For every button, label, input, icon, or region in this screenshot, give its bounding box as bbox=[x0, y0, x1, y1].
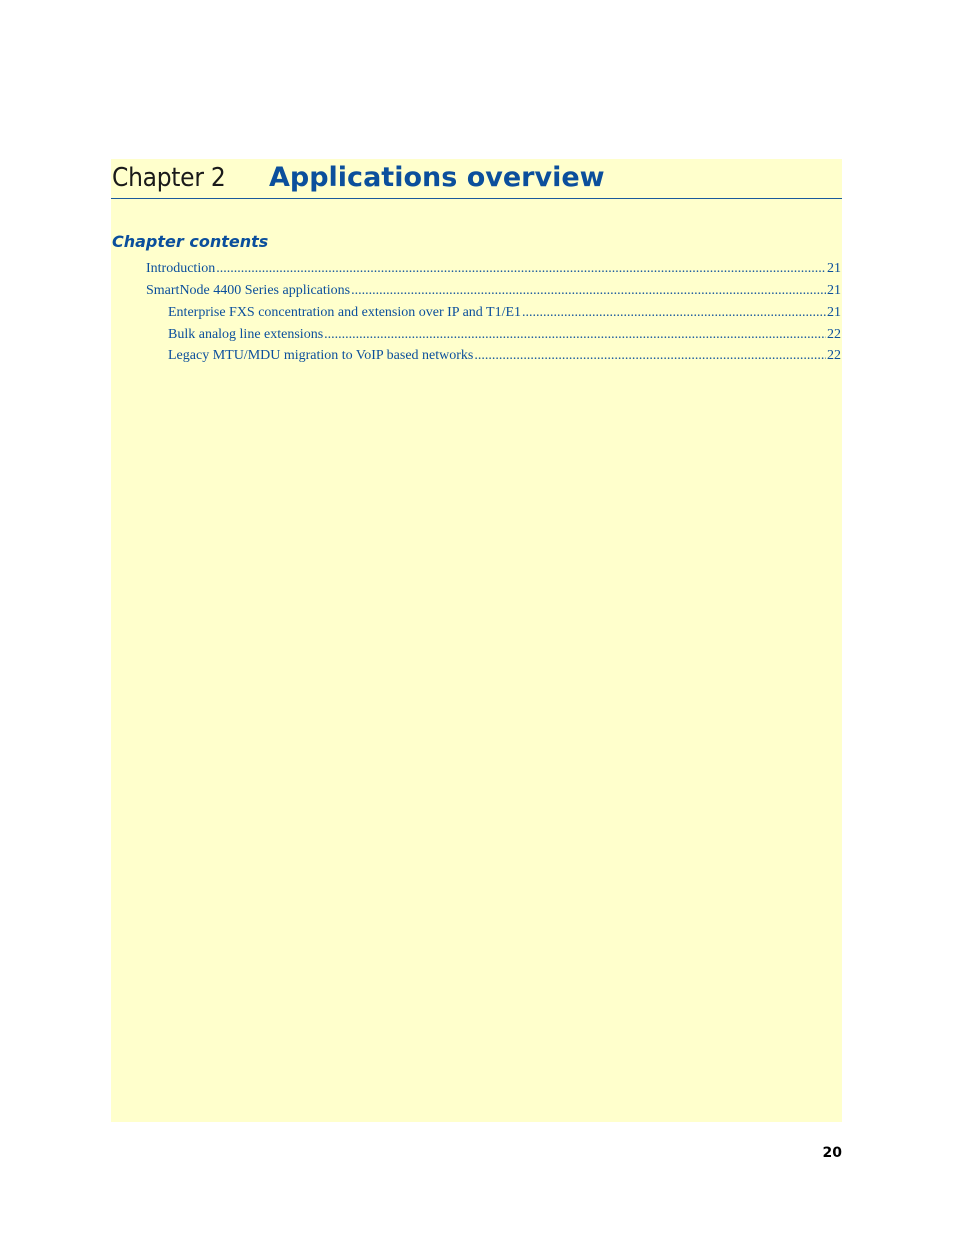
toc-entry-page: 22 bbox=[827, 348, 841, 363]
toc-entry-title: Bulk analog line extensions bbox=[168, 327, 324, 342]
toc-leader bbox=[216, 260, 826, 278]
chapter-label: Chapter 2 bbox=[112, 163, 226, 193]
toc-entry-page: 21 bbox=[827, 283, 841, 298]
chapter-panel bbox=[111, 159, 842, 1122]
toc-entry-legacy-mtu-mdu[interactable] bbox=[168, 347, 841, 365]
contents-heading: Chapter contents bbox=[112, 232, 269, 251]
toc-leader bbox=[474, 347, 826, 365]
toc-entry-title: SmartNode 4400 Series applications bbox=[146, 283, 351, 298]
toc-leader bbox=[351, 282, 826, 300]
page-number: 20 bbox=[822, 1145, 842, 1161]
chapter-header bbox=[111, 159, 842, 199]
toc-leader bbox=[324, 326, 826, 344]
toc-entry-enterprise-fxs[interactable] bbox=[168, 304, 841, 322]
toc-entry-smartnode-applications[interactable] bbox=[146, 282, 841, 300]
toc-entry-page: 21 bbox=[827, 261, 841, 276]
toc-entry-title: Introduction bbox=[146, 261, 216, 276]
toc-entry-introduction[interactable] bbox=[146, 260, 841, 278]
toc-entry-bulk-analog[interactable] bbox=[168, 326, 841, 344]
toc-leader bbox=[522, 304, 826, 322]
toc-entry-title: Enterprise FXS concentration and extension over IP and T1/E1 bbox=[168, 305, 522, 320]
chapter-title: Applications overview bbox=[269, 162, 605, 193]
toc-entry-page: 22 bbox=[827, 327, 841, 342]
toc-entry-page: 21 bbox=[827, 305, 841, 320]
toc-entry-title: Legacy MTU/MDU migration to VoIP based networks bbox=[168, 348, 474, 363]
